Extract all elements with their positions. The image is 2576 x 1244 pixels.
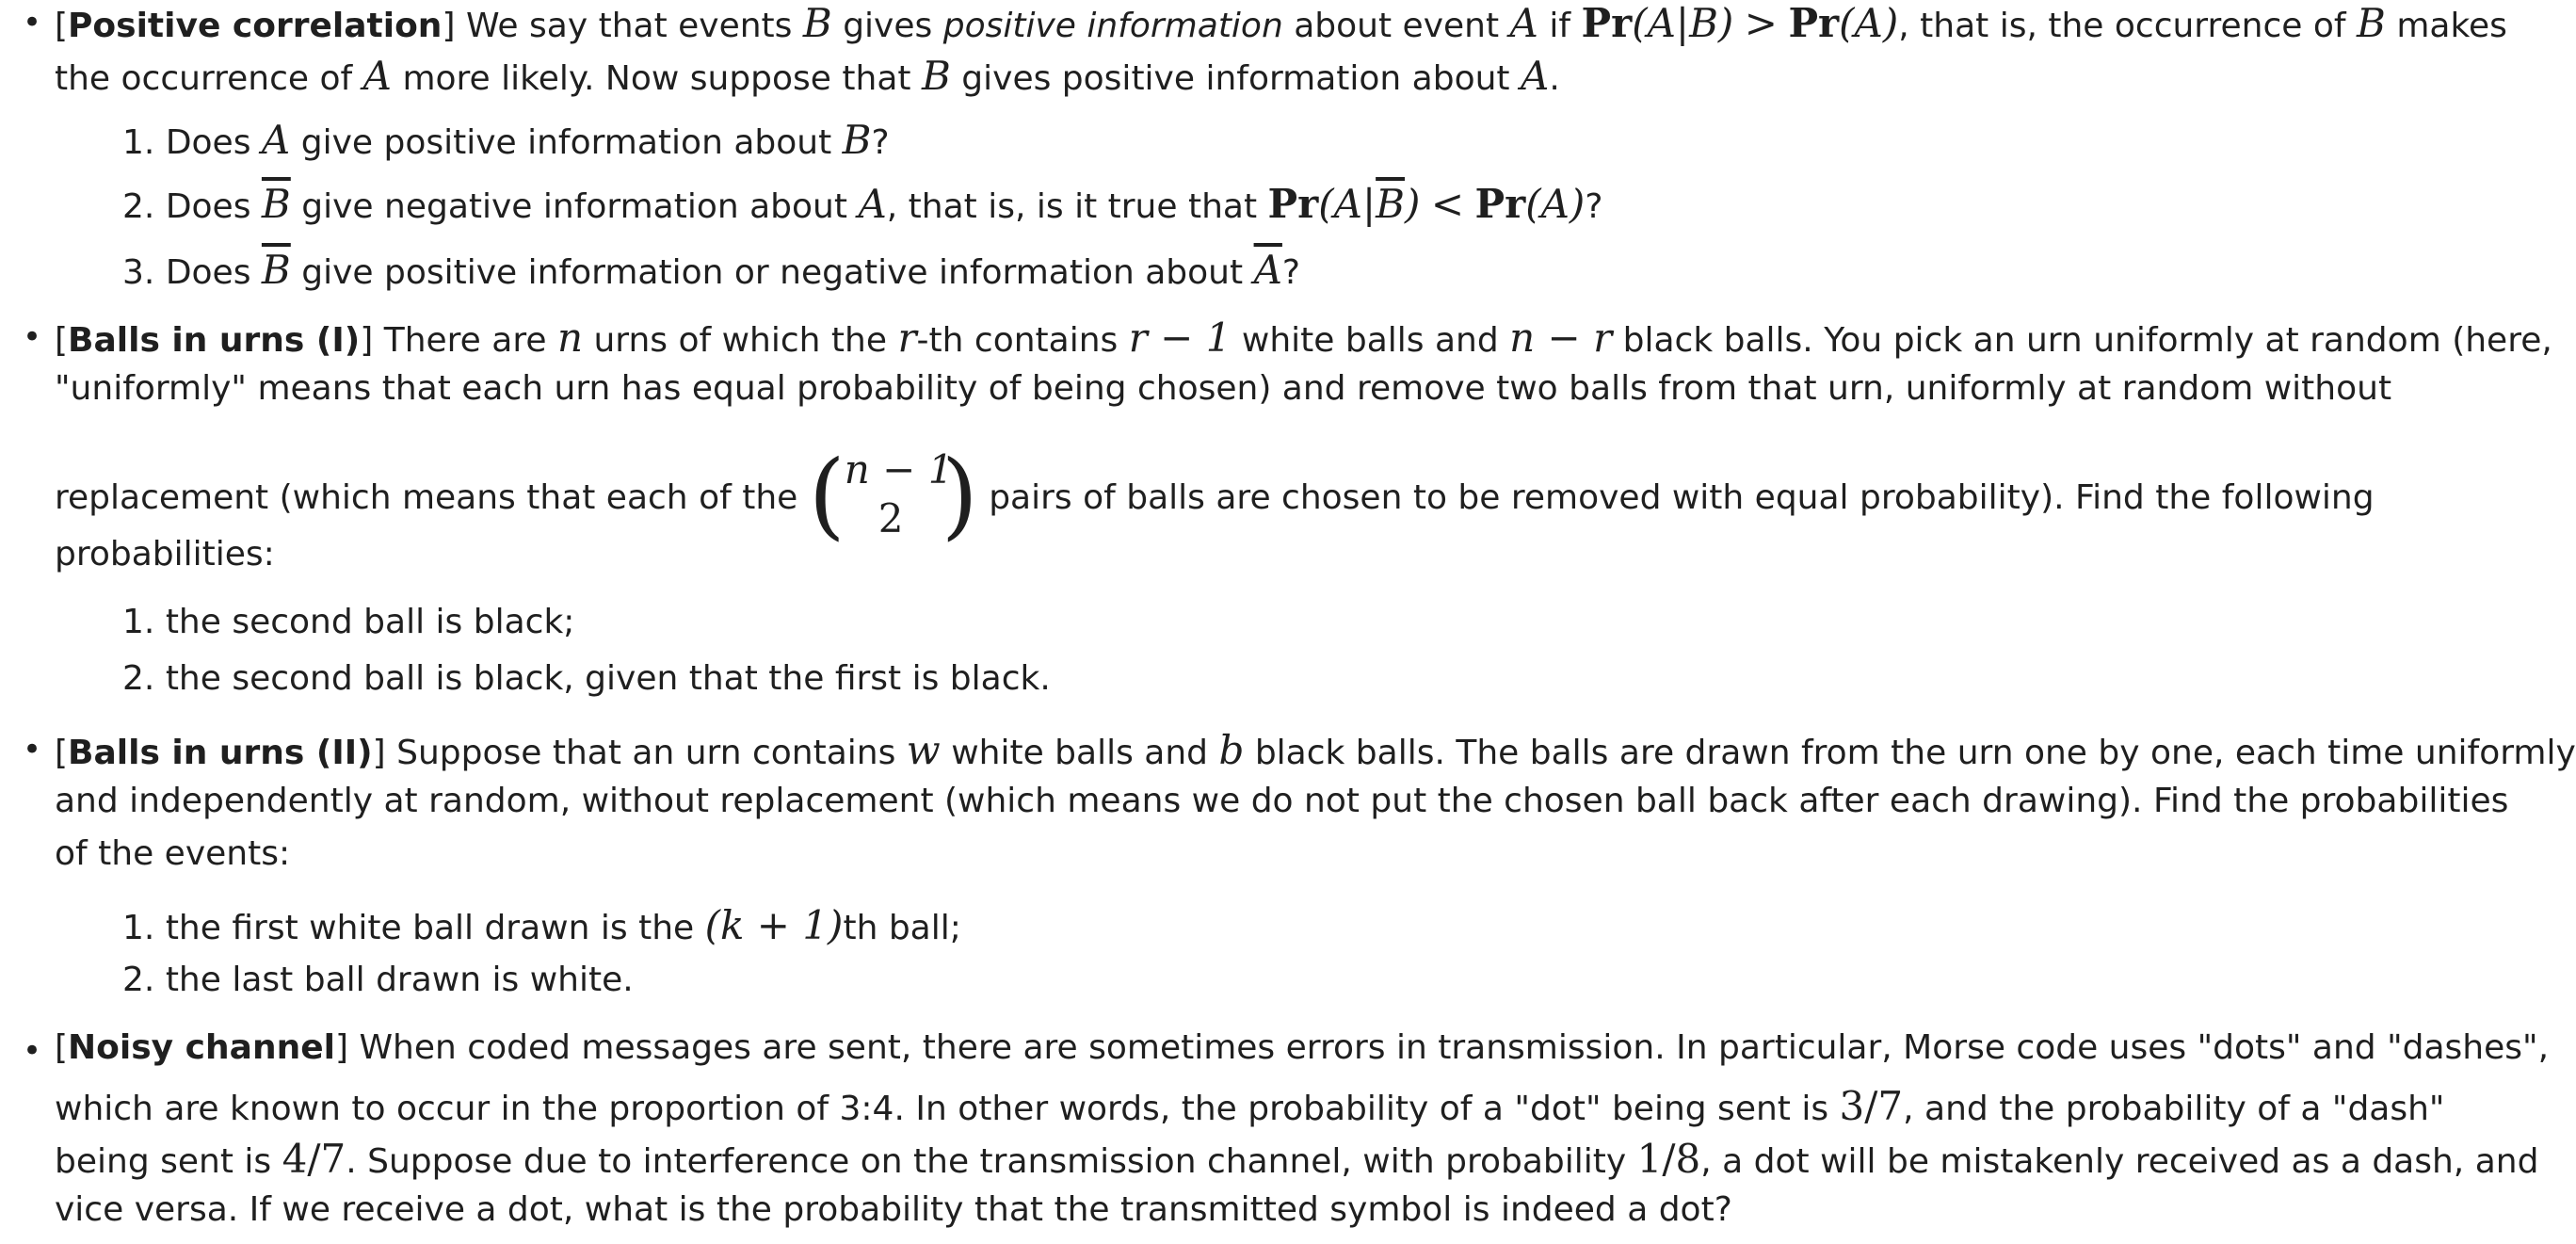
problem-noisy-channel-line1: [Noisy channel] When coded messages are sent, there are sometimes errors in transmission. In particular, Morse code uses "dots" and "dashes",	[55, 1028, 2550, 1067]
problem-noisy-channel-line2: which are known to occur in the proportion of 3:4. In other words, the probability of a "dot" being sent is 3/7, and the probability of a "dash"	[55, 1083, 2445, 1129]
problem-balls-urns-2-line1: [Balls in urns (II)] Suppose that an urn contains w white balls and b black balls. The balls are drawn from the urn one by one, each time uniformly	[55, 727, 2576, 773]
problem-positive-correlation-line2: the occurrence of A more likely. Now suppose that B gives positive information about A.	[55, 53, 1560, 99]
problem-balls-urns-1-line2: "uniformly" means that each urn has equal probability of being chosen) and remove two balls from that urn, uniformly at random without	[55, 369, 2392, 408]
problem-positive-correlation-line1: [Positive correlation] We say that events B gives positive information about event A if Pr(A|B) > Pr(A), that is, the occurrence of B makes	[55, 0, 2507, 46]
problem-title: Positive correlation	[68, 7, 443, 45]
bullet: •	[23, 318, 42, 356]
binomial-coefficient: ( n − 1 2 )	[808, 440, 978, 550]
problem-noisy-channel-line4: vice versa. If we receive a dot, what is the probability that the transmitted symbol is indeed a dot?	[55, 1190, 1732, 1229]
problem-balls-urns-1-line1: [Balls in urns (I)] There are n urns of which the r-th contains r − 1 white balls and n − r black balls. You pick an urn uniformly at random (here,	[55, 315, 2552, 361]
bullet: •	[23, 1032, 42, 1070]
problem-noisy-channel-line3: being sent is 4/7. Suppose due to interference on the transmission channel, with probability 1/8, a dot will be mistakenly received as a dash, and	[55, 1136, 2539, 1182]
problem-title: Balls in urns (II)	[68, 734, 373, 772]
list-item: 2. Does $\overline{B}$ give negative information about A, that is, is it true that $Pr(A|\overline{B}) < Pr(A)$?	[122, 181, 1603, 227]
bullet: •	[23, 4, 42, 41]
problem-title: Balls in urns (I)	[68, 321, 361, 360]
problem-balls-urns-1-line3: replacement (which means that each of the ( n − 1 2 ) pairs of balls are chosen to be removed with equal probability). Find the following	[55, 440, 2375, 550]
list-item: 3. Does $\overline{B}$ give positive information or negative information about $\overline{A}$?	[122, 247, 1301, 293]
problem-balls-urns-2-line2: and independently at random, without replacement (which means we do not put the chosen ball back after each drawing). Find the probabilities	[55, 782, 2509, 820]
problem-balls-urns-1-line4: probabilities:	[55, 535, 275, 574]
list-item: 1. the second ball is black;	[122, 603, 575, 641]
list-item: 2. the second ball is black, given that the first is black.	[122, 659, 1051, 698]
problem-title: Noisy channel	[68, 1028, 335, 1067]
problem-balls-urns-2-line3: of the events:	[55, 834, 291, 873]
bullet: •	[23, 731, 42, 768]
list-item: 1. Does A give positive information about B?	[122, 117, 890, 163]
list-item: 2. the last ball drawn is white.	[122, 961, 634, 999]
list-item: 1. the first white ball drawn is the (k + 1)th ball;	[122, 902, 961, 948]
